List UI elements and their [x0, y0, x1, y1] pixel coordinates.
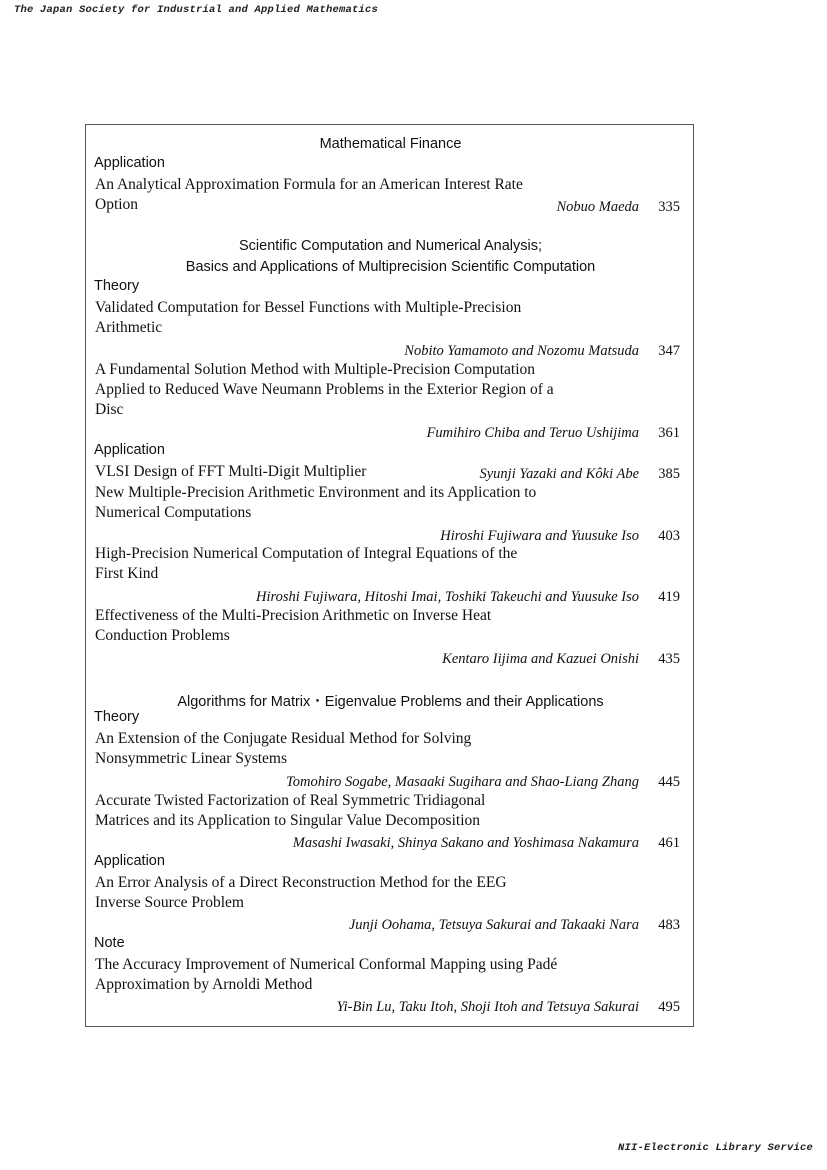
article-title: VLSI Design of FFT Multi-Digit Multiplier: [95, 463, 367, 480]
article-title: Arithmetic: [95, 319, 163, 336]
article-title: Approximation by Arnoldi Method: [95, 976, 313, 993]
article-title: Numerical Computations: [95, 504, 252, 521]
article-title: Option: [95, 196, 139, 213]
article-authors: Fumihiro Chiba and Teruo Ushijima: [426, 425, 639, 441]
page-number: 347: [658, 343, 680, 359]
page-number: 445: [658, 774, 680, 790]
article-authors: Junji Oohama, Tetsuya Sakurai and Takaaki Nara: [348, 917, 639, 933]
article-title: First Kind: [95, 565, 159, 582]
article-title: Applied to Reduced Wave Neumann Problems in the Exterior Region of a: [95, 381, 554, 398]
subsection-label: Application: [94, 442, 165, 458]
page-number: 403: [658, 528, 680, 544]
article-authors: Nobuo Maeda: [556, 199, 639, 215]
article-title: Validated Computation for Bessel Functions with Multiple-Precision: [95, 299, 522, 316]
article-authors: Hiroshi Fujiwara, Hitoshi Imai, Toshiki Takeuchi and Yuusuke Iso: [256, 589, 639, 605]
section-heading: Mathematical Finance: [319, 136, 462, 152]
page-number: 483: [658, 917, 680, 933]
article-authors: Kentaro Iijima and Kazuei Onishi: [442, 651, 639, 667]
subsection-label: Application: [94, 853, 165, 869]
section-heading: Algorithms for Matrix・Eigenvalue Problems and their Applications: [177, 694, 604, 710]
library-footer: NII-Electronic Library Service: [617, 1142, 813, 1154]
article-title: Inverse Source Problem: [95, 894, 244, 911]
subsection-label: Theory: [94, 709, 140, 725]
article-title: Disc: [95, 401, 124, 418]
page-number: 461: [658, 835, 680, 851]
section-heading: Scientific Computation and Numerical Analysis;: [238, 238, 543, 254]
article-title: Nonsymmetric Linear Systems: [95, 750, 287, 767]
article-title: An Extension of the Conjugate Residual Method for Solving: [95, 730, 472, 747]
article-authors: Tomohiro Sogabe, Masaaki Sugihara and Shao-Liang Zhang: [286, 774, 639, 790]
page-number: 335: [658, 199, 680, 215]
page-number: 361: [658, 425, 680, 441]
article-title: Conduction Problems: [95, 627, 230, 644]
article-title: A Fundamental Solution Method with Multiple-Precision Computation: [95, 361, 536, 378]
subsection-label: Application: [94, 155, 165, 171]
subsection-label: Note: [94, 935, 125, 951]
article-title: Accurate Twisted Factorization of Real Symmetric Tridiagonal: [95, 792, 486, 809]
section-heading: Basics and Applications of Multiprecision Scientific Computation: [185, 259, 596, 275]
page-number: 385: [658, 466, 680, 482]
page-number: 435: [658, 651, 680, 667]
article-authors: Yi-Bin Lu, Taku Itoh, Shoji Itoh and Tetsuya Sakurai: [336, 999, 639, 1015]
publisher-header: The Japan Society for Industrial and Applied Mathematics: [14, 4, 379, 16]
article-title: The Accuracy Improvement of Numerical Conformal Mapping using Padé: [95, 956, 558, 973]
table-of-contents: [85, 124, 694, 1027]
article-title: An Error Analysis of a Direct Reconstruction Method for the EEG: [95, 874, 507, 891]
page-number: 419: [658, 589, 680, 605]
article-title: Matrices and its Application to Singular Value Decomposition: [95, 812, 481, 829]
subsection-label: Theory: [94, 278, 140, 294]
article-authors: Nobito Yamamoto and Nozomu Matsuda: [404, 343, 639, 359]
article-authors: Syunji Yazaki and Kôki Abe: [479, 466, 639, 482]
article-title: An Analytical Approximation Formula for an American Interest Rate: [95, 176, 523, 193]
page-number: 495: [658, 999, 680, 1015]
article-authors: Masashi Iwasaki, Shinya Sakano and Yoshimasa Nakamura: [292, 835, 639, 851]
article-title: New Multiple-Precision Arithmetic Environment and its Application to: [95, 484, 537, 501]
article-title: High-Precision Numerical Computation of Integral Equations of the: [95, 545, 518, 562]
article-title: Effectiveness of the Multi-Precision Arithmetic on Inverse Heat: [95, 607, 492, 624]
article-authors: Hiroshi Fujiwara and Yuusuke Iso: [440, 528, 639, 544]
